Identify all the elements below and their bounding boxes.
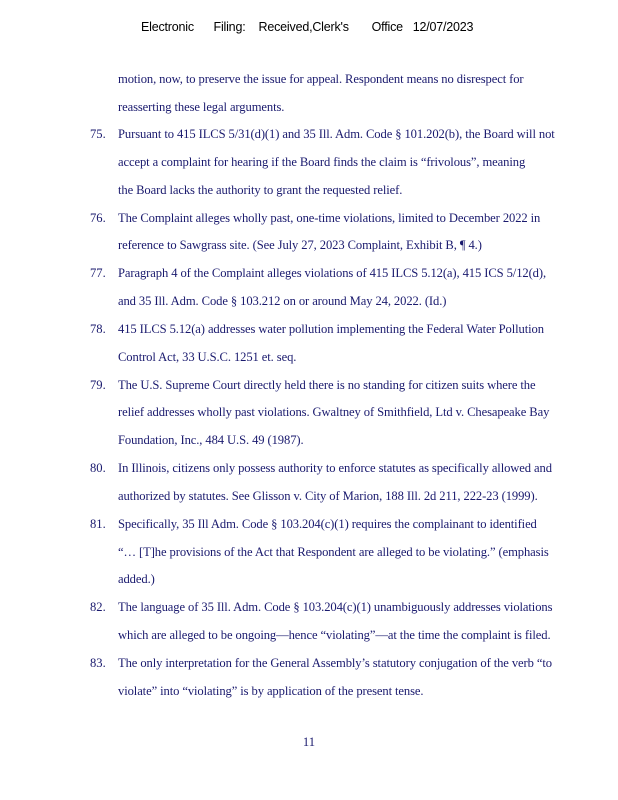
text-line: motion, now, to preserve the issue for appeal. Respondent means no disrespect for [118,72,524,86]
text-line: reference to Sawgrass site. (See July 27, 2023 Complaint, Exhibit B, ¶ 4.) [118,238,482,252]
text-line: Pursuant to 415 ILCS 5/31(d)(1) and 35 Ill. Adm. Code § 101.202(b), the Board will not [118,127,555,141]
paragraph-number: 83. [90,656,106,670]
text-line: added.) [118,572,155,586]
text-line: and 35 Ill. Adm. Code § 103.212 on or around May 24, 2022. (Id.) [118,294,447,308]
text-line: 415 ILCS 5.12(a) addresses water pollution implementing the Federal Water Pollution [118,322,544,336]
paragraph-number: 81. [90,517,106,531]
text-line: The language of 35 Ill. Adm. Code § 103.204(c)(1) unambiguously addresses violations [118,600,553,614]
text-line: The Complaint alleges wholly past, one-time violations, limited to December 2022 in [118,211,541,225]
paragraph-number: 77. [90,266,106,280]
page-number: 11 [302,735,316,749]
text-line: accept a complaint for hearing if the Board finds the claim is “frivolous”, meaning [118,155,526,169]
text-line: the Board lacks the authority to grant the requested relief. [118,183,403,197]
paragraph-number: 78. [90,322,106,336]
text-line: Foundation, Inc., 484 U.S. 49 (1987). [118,433,304,447]
text-line: authorized by statutes. See Glisson v. City of Marion, 188 Ill. 2d 211, 222-23 (1999). [118,489,538,503]
text-line: “… [T]he provisions of the Act that Respondent are alleged to be violating.” (emphasis [118,545,549,559]
paragraph-number: 82. [90,600,106,614]
text-line: which are alleged to be ongoing—hence “violating”—at the time the complaint is filed. [118,628,551,642]
text-line: reasserting these legal arguments. [118,100,285,114]
text-line: In Illinois, citizens only possess authority to enforce statutes as specifically allowed and [118,461,552,475]
paragraph-number: 75. [90,127,106,141]
text-line: Specifically, 35 Ill Adm. Code § 103.204(c)(1) requires the complainant to identified [118,517,537,531]
paragraph-number: 76. [90,211,106,225]
text-line: Paragraph 4 of the Complaint alleges violations of 415 ILCS 5.12(a), 415 ICS 5/12(d), [118,266,547,280]
electronic-filing-stamp: Electronic Filing: Received,Clerk's Office 12/07/2023 [141,20,474,34]
text-line: The only interpretation for the General Assembly’s statutory conjugation of the verb “to [118,656,552,670]
paragraph-number: 80. [90,461,106,475]
text-line: violate” into “violating” is by application of the present tense. [118,684,424,698]
text-line: The U.S. Supreme Court directly held there is no standing for citizen suits where the [118,378,536,392]
text-line: Control Act, 33 U.S.C. 1251 et. seq. [118,350,297,364]
text-line: relief addresses wholly past violations. Gwaltney of Smithfield, Ltd v. Chesapeake Bay [118,405,550,419]
paragraph-number: 79. [90,378,106,392]
